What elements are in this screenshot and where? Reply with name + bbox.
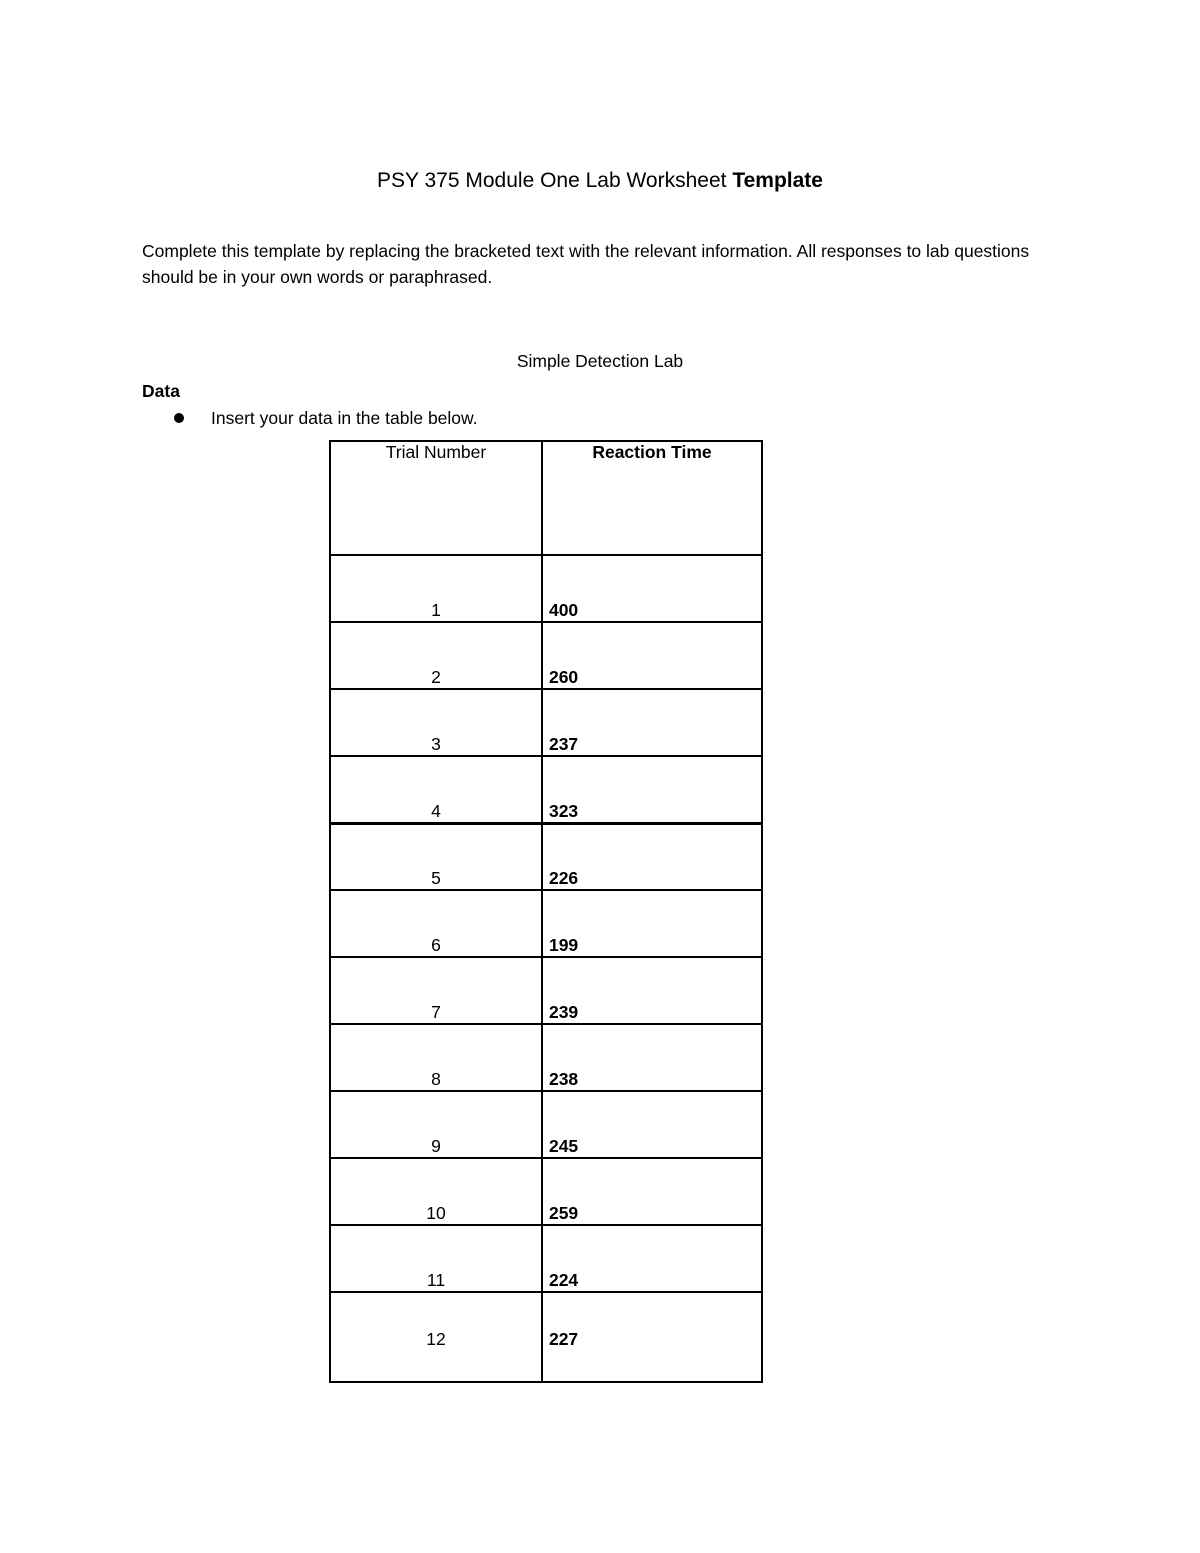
- trial-number-cell: 10: [330, 1158, 542, 1225]
- table-row: [330, 957, 762, 1024]
- table-row: [330, 622, 762, 689]
- trial-number-cell: 2: [330, 622, 542, 689]
- header-trial-number: Trial Number: [330, 441, 542, 555]
- table-row: [330, 1292, 762, 1382]
- table-row: [330, 756, 762, 823]
- trial-number-cell: 6: [330, 890, 542, 957]
- table-row: [330, 555, 762, 622]
- table-row: [330, 1091, 762, 1158]
- trial-number-cell: 9: [330, 1091, 542, 1158]
- reaction-time-cell: 259: [542, 1158, 762, 1225]
- trial-number-cell: 1: [330, 555, 542, 622]
- trial-number-cell: 7: [330, 957, 542, 1024]
- document-title-bold: Template: [732, 169, 823, 192]
- trial-number-cell: 12: [330, 1292, 542, 1382]
- reaction-time-cell: 226: [542, 823, 762, 890]
- reaction-time-cell: 245: [542, 1091, 762, 1158]
- document-title-regular: PSY 375 Module One Lab Worksheet: [377, 169, 727, 192]
- reaction-time-cell: 227: [542, 1292, 762, 1382]
- lab-title: Simple Detection Lab: [516, 351, 684, 371]
- reaction-time-cell: 239: [542, 957, 762, 1024]
- section-heading-data: Data: [142, 381, 180, 401]
- document-title: [0, 166, 1200, 196]
- trial-number-cell: 11: [330, 1225, 542, 1292]
- reaction-time-cell: 323: [542, 756, 762, 823]
- table-row: [330, 890, 762, 957]
- bullet-icon: [174, 413, 184, 423]
- table-header-row: [330, 441, 762, 555]
- intro-paragraph: Complete this template by replacing the bracketed text with the relevant information. All responses to lab questions should be in your own words or paraphrased.: [142, 241, 1030, 287]
- header-reaction-time: Reaction Time: [542, 441, 762, 555]
- table-row: [330, 1158, 762, 1225]
- reaction-time-cell: 238: [542, 1024, 762, 1091]
- reaction-time-cell: 199: [542, 890, 762, 957]
- reaction-time-cell: 260: [542, 622, 762, 689]
- table-row: [330, 823, 762, 890]
- bullet-text: Insert your data in the table below.: [211, 408, 478, 428]
- reaction-time-cell: 237: [542, 689, 762, 756]
- trial-number-cell: 5: [330, 823, 542, 890]
- bullet-item: [174, 405, 478, 431]
- reaction-time-cell: 224: [542, 1225, 762, 1292]
- table-row: [330, 1024, 762, 1091]
- data-table: [329, 440, 763, 1383]
- table-row: [330, 689, 762, 756]
- trial-number-cell: 4: [330, 756, 542, 823]
- table-row: [330, 1225, 762, 1292]
- trial-number-cell: 8: [330, 1024, 542, 1091]
- trial-number-cell: 3: [330, 689, 542, 756]
- reaction-time-cell: 400: [542, 555, 762, 622]
